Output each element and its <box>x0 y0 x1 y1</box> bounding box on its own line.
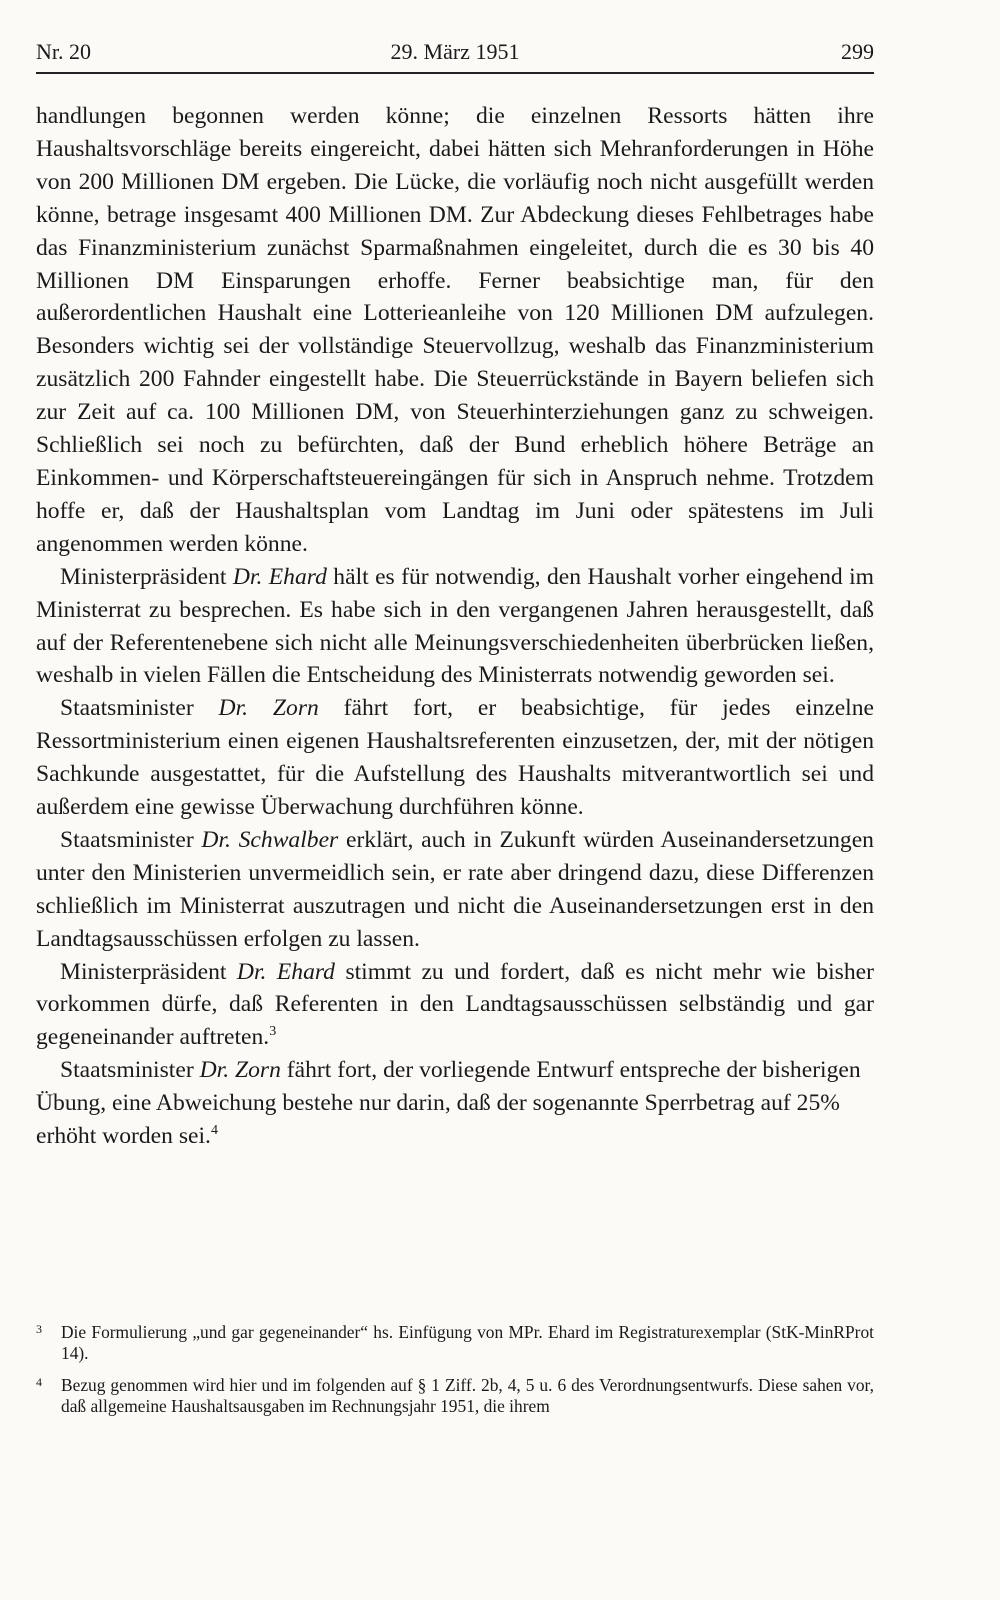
speaker-name: Dr. Schwalber <box>201 826 339 853</box>
footnotes <box>36 1322 874 1428</box>
page-number: 299 <box>841 39 874 64</box>
paragraph-text: hält es für notwendig, den Haushalt vorher eingehend im Ministerrat zu besprechen. Es habe sich in den vergangenen Jahren herausgestellt, daß auf der Referentenebene sich nicht alle Meinungsverschiedenheiten überbrücken ließen, weshalb in vielen Fällen die Entscheidung des Ministerrats notwendig geworden sei. <box>36 563 874 689</box>
paragraph-text: fährt fort, der vorliegende Entwurf entspreche der bisherigen Übung, eine Abweichung bestehe nur darin, daß der sogenannte Sperrbetrag auf 25% erhöht worden sei. <box>36 1057 861 1150</box>
footnote-number: 4 <box>36 1375 42 1389</box>
paragraph: handlungen begonnen werden könne; die einzelnen Ressorts hätten ihre Haushaltsvorschläge bereits eingereicht, dabei hätten sich Mehranforderungen in Höhe von 200 Millionen DM ergeben. Die Lücke, die vorläufig noch nicht ausgefüllt werden könne, betrage insgesamt 400 Millionen DM. Zur Abdeckung dieses Fehlbetrages habe das Finanzministerium zunächst Sparmaßnahmen eingeleitet, durch die es 30 bis 40 Millionen DM Einsparungen erhoffe. Ferner beabsichtige man, für den außerordentlichen Haushalt eine Lotterieanleihe von 120 Millionen DM aufzulegen. Besonders wichtig sei der vollständige Steuervollzug, weshalb das Finanzministerium zusätzlich 200 Fahnder eingestellt habe. Die Steuerrückstände in Bayern beliefen sich zur Zeit auf ca. 100 Millionen DM, von Steuerhinterziehungen ganz zu schweigen. Schließlich sei noch zu befürchten, daß der Bund erheblich höhere Beträge an Einkommen- und Körperschaftsteuereingängen für sich in Anspruch nehme. Trotzdem hoffe er, daß der Haushaltsplan vom Landtag im Juni oder spätestens im Juli angenommen werden könne. <box>36 103 874 557</box>
footnote <box>36 1375 874 1416</box>
speaker-name: Dr. Ehard <box>236 958 335 985</box>
paragraph <box>36 561 874 693</box>
footnote <box>36 1322 874 1363</box>
speaker-title: Ministerpräsident <box>60 958 237 985</box>
body-text <box>36 100 874 1153</box>
issue-number: Nr. 20 <box>36 39 91 64</box>
paragraph-text: stimmt zu und fordert, daß es nicht mehr wie bisher vorkommen dürfe, daß Referenten in den Landtagsausschüssen selbständig und gar gegeneinander auftreten. <box>36 958 874 1051</box>
paragraph <box>36 692 874 824</box>
footnote-text: Bezug genommen wird hier und im folgenden auf § 1 Ziff. 2b, 4, 5 u. 6 des Verordnungsentwurfs. Diese sahen vor, daß allgemeine Haushaltsausgaben im Rechnungsjahr 1951, die ihrem <box>61 1375 874 1416</box>
footnote-number: 3 <box>36 1322 42 1336</box>
header-date: 29. März 1951 <box>390 39 520 64</box>
speaker-title: Staatsminister <box>60 695 219 722</box>
speaker-title: Staatsminister <box>60 1057 200 1084</box>
footnote-text: Die Formulierung „und gar gegeneinander“ hs. Einfügung von MPr. Ehard im Registraturexemplar (StK-MinRProt 14). <box>61 1322 874 1363</box>
speaker-name: Dr. Ehard <box>232 563 327 590</box>
paragraph-text: fährt fort, er beabsichtige, für jedes einzelne Ressortministerium einen eigenen Haushaltsreferenten einzusetzen, der, mit der nötigen Sachkunde ausgestattet, für die Aufstellung des Haushalts mitverantwortlich sei und außerdem eine gewisse Überwachung durchführen könne. <box>36 695 874 821</box>
paragraph <box>36 956 874 1055</box>
paragraph-text: erklärt, auch in Zukunft würden Auseinandersetzungen unter den Ministerien unvermeidlich sein, er rate aber dringend dazu, diese Differenzen schließlich im Ministerrat auszutragen und nicht die Auseinandersetzungen erst in den Landtagsausschüssen erfolgen zu lassen. <box>36 826 874 952</box>
speaker-title: Staatsminister <box>60 826 202 853</box>
speaker-name: Dr. Zorn <box>199 1057 281 1084</box>
paragraph <box>36 1054 874 1153</box>
speaker-title: Ministerpräsident <box>60 563 233 590</box>
paragraph <box>36 824 874 956</box>
footnote-reference[interactable]: 4 <box>210 1123 218 1139</box>
footnote-reference[interactable]: 3 <box>269 1024 277 1040</box>
header-rule <box>36 72 874 74</box>
speaker-name: Dr. Zorn <box>218 695 319 722</box>
running-head <box>36 36 874 68</box>
